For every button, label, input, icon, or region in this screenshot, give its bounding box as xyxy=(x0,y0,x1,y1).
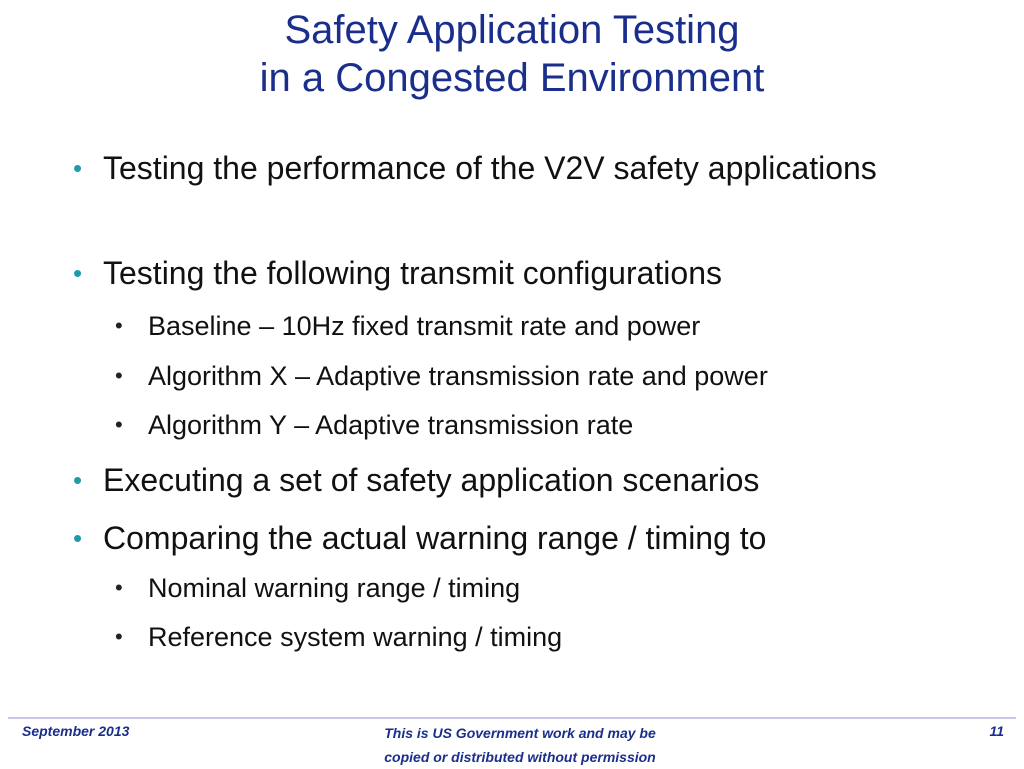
footer-notice-line-2: copied or distributed without permission xyxy=(384,749,656,765)
sub-bullet-item xyxy=(115,407,1008,443)
bullet-text: Algorithm X – Adaptive transmission rate and power xyxy=(148,361,768,391)
sub-bullet-item xyxy=(115,308,1008,344)
bullet-text: Testing the following transmit configurations xyxy=(103,255,722,291)
bullet-text: Nominal warning range / timing xyxy=(148,573,521,603)
sub-bullet-item xyxy=(115,619,1008,655)
page-number: 11 xyxy=(989,723,1004,739)
bullet-icon: • xyxy=(115,624,123,649)
bullet-text: Executing a set of safety application scenarios xyxy=(103,462,760,498)
bullet-icon: • xyxy=(115,412,123,437)
sub-bullet-item xyxy=(115,570,1008,606)
bullet-text: Comparing the actual warning range / timing to xyxy=(103,520,767,556)
footer-date: September 2013 xyxy=(22,723,130,739)
slide-title-line-1: Safety Application Testing xyxy=(284,8,740,52)
bullet-text: Baseline – 10Hz fixed transmit rate and power xyxy=(148,311,701,341)
bullet-item xyxy=(73,458,983,502)
footer-divider xyxy=(8,717,1016,719)
sub-bullet-item xyxy=(115,358,1008,394)
bullet-icon: • xyxy=(115,313,123,338)
bullet-item xyxy=(73,516,983,560)
footer-notice xyxy=(320,721,720,769)
bullet-icon: • xyxy=(73,153,83,183)
bullet-icon: • xyxy=(115,575,123,600)
bullet-icon: • xyxy=(115,363,123,388)
bullet-icon: • xyxy=(73,465,83,495)
bullet-icon: • xyxy=(73,523,83,553)
bullet-text: Testing the performance of the V2V safety applications xyxy=(103,150,877,186)
bullet-item xyxy=(73,146,983,190)
slide-title-line-2: in a Congested Environment xyxy=(259,56,765,100)
bullet-text: Algorithm Y – Adaptive transmission rate xyxy=(148,410,634,440)
bullet-item xyxy=(73,251,983,295)
footer-notice-line-1: This is US Government work and may be xyxy=(384,725,656,741)
bullet-icon: • xyxy=(73,258,83,288)
bullet-text: Reference system warning / timing xyxy=(148,622,563,652)
